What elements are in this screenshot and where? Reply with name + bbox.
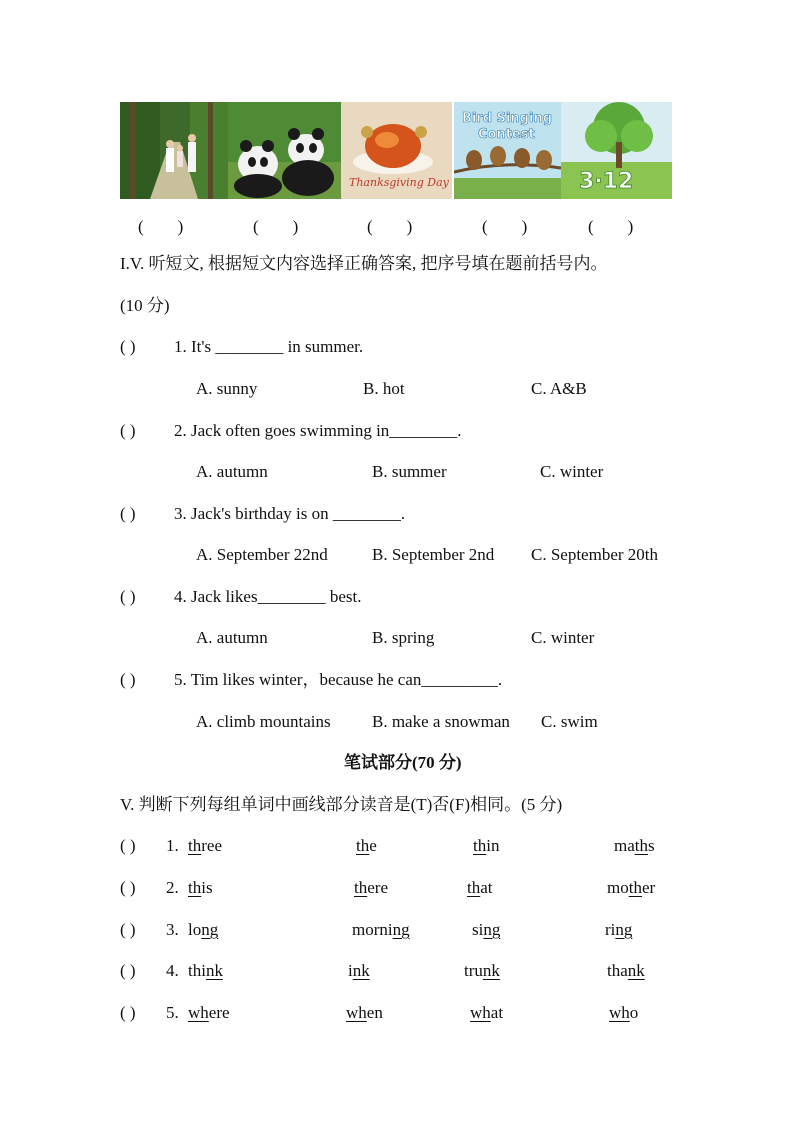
phonics-word — [609, 1003, 638, 1023]
word-part: s — [648, 836, 655, 855]
phonics-word — [473, 836, 499, 856]
question-stem: 2. Jack often goes swimming in________. — [174, 421, 462, 440]
underlined-letters: nk — [627, 961, 645, 980]
phonics-word — [470, 1003, 503, 1023]
phonics-word — [188, 920, 218, 940]
option: C. swim — [541, 712, 598, 731]
option: C. winter — [531, 628, 595, 647]
word-part: is — [201, 878, 213, 897]
option: C. A&B — [531, 379, 587, 398]
svg-text:Thanksgiving Day: Thanksgiving Day — [349, 176, 449, 189]
answer-bracket[interactable]: ( ) — [120, 421, 136, 440]
tree-planting-image — [561, 102, 672, 199]
question-stem: 4. Jack likes________ best. — [174, 587, 362, 606]
word-part: tru — [464, 961, 483, 980]
underlined-letters: wh — [470, 1003, 491, 1022]
phonics-word — [348, 961, 370, 981]
phonics-word — [464, 961, 500, 981]
phonics-word — [354, 878, 388, 898]
underlined-letters: nk — [482, 961, 500, 980]
svg-text:Bird Singing: Bird Singing — [462, 111, 553, 126]
phonics-word — [607, 961, 645, 981]
picture-answer-bracket[interactable]: ( ) — [367, 217, 413, 236]
fill-blank: _________ — [421, 670, 498, 689]
phonics-word — [188, 1003, 230, 1023]
question-stem-text: 5. Tim likes winter，because he can — [174, 670, 422, 689]
option: C. winter — [540, 462, 604, 481]
question-stem-end: . — [497, 670, 503, 689]
underlined-letters: th — [354, 878, 368, 897]
phonics-word — [188, 836, 222, 856]
phonics-word — [605, 920, 632, 940]
answer-bracket[interactable]: ( ) — [120, 670, 136, 689]
item-number: 5. — [166, 1003, 179, 1022]
section4-title: I.V. 听短文, 根据短文内容选择正确答案, 把序号填在题前括号内。 — [120, 254, 608, 273]
option: A. autumn — [196, 628, 268, 647]
question-stem — [174, 670, 502, 690]
phonics-word — [472, 920, 500, 940]
word-part: at — [490, 1003, 504, 1022]
picture-strip — [120, 97, 672, 199]
underlined-letters: ng — [392, 920, 410, 939]
svg-text:3·12: 3·12 — [579, 169, 634, 194]
word-part: i — [348, 961, 353, 980]
answer-bracket[interactable]: ( ) — [120, 337, 136, 356]
underlined-letters: ng — [615, 920, 633, 939]
answer-bracket[interactable]: ( ) — [120, 836, 136, 855]
phonics-word — [188, 961, 223, 981]
underlined-letters: th — [473, 836, 487, 855]
word-part: en — [366, 1003, 383, 1022]
word-part: ree — [201, 836, 222, 855]
item-number: 4. — [166, 961, 179, 980]
underlined-letters: wh — [188, 1003, 209, 1022]
underlined-letters: th — [188, 878, 202, 897]
picture-answer-bracket[interactable]: ( ) — [253, 217, 299, 236]
phonics-word — [188, 878, 213, 898]
underlined-letters: ng — [483, 920, 501, 939]
option: A. autumn — [196, 462, 268, 481]
word-part: ri — [605, 920, 616, 939]
word-part: o — [629, 1003, 639, 1022]
word-part: in — [486, 836, 500, 855]
underlined-letters: th — [188, 836, 202, 855]
svg-text:Contest: Contest — [478, 127, 535, 142]
phonics-word — [614, 836, 655, 856]
panda-image — [228, 102, 341, 199]
answer-bracket[interactable]: ( ) — [120, 878, 136, 897]
picture-answer-bracket[interactable]: ( ) — [588, 217, 634, 236]
item-number: 1. — [166, 836, 179, 855]
word-part: e — [369, 836, 377, 855]
option: C. September 20th — [531, 545, 659, 564]
underlined-letters: th — [628, 878, 642, 897]
answer-bracket[interactable]: ( ) — [120, 961, 136, 980]
phonics-word — [467, 878, 493, 898]
bird-contest-image — [454, 102, 561, 199]
word-part: si — [472, 920, 484, 939]
answer-bracket[interactable]: ( ) — [120, 1003, 136, 1022]
word-part: er — [641, 878, 656, 897]
option: A. climb mountains — [196, 712, 331, 731]
option: A. September 22nd — [196, 545, 328, 564]
underlined-letters: nk — [352, 961, 370, 980]
option: B. September 2nd — [372, 545, 495, 564]
word-part: ma — [614, 836, 635, 855]
phonics-word — [352, 920, 410, 940]
question-stem: 1. It's ________ in summer. — [174, 337, 364, 356]
picture-answer-bracket[interactable]: ( ) — [482, 217, 528, 236]
section5-title: V. 判断下列每组单词中画线部分读音是(T)否(F)相同。(5 分) — [120, 795, 563, 814]
word-part: morni — [352, 920, 393, 939]
underlined-letters: wh — [609, 1003, 630, 1022]
phonics-word — [356, 836, 377, 856]
written-part-title: 笔试部分(70 分) — [344, 753, 462, 772]
thanksgiving-image — [341, 102, 452, 199]
word-part: ere — [367, 878, 388, 897]
word-part: at — [480, 878, 493, 897]
word-part: tha — [607, 961, 628, 980]
phonics-word — [346, 1003, 383, 1023]
word-part: lo — [188, 920, 202, 939]
section4-score: (10 分) — [120, 296, 170, 315]
option: B. hot — [363, 379, 405, 398]
phonics-word — [607, 878, 655, 898]
underlined-letters: nk — [205, 961, 223, 980]
answer-bracket[interactable]: ( ) — [120, 504, 136, 523]
question-stem: 3. Jack's birthday is on ________. — [174, 504, 406, 523]
option: B. summer — [372, 462, 447, 481]
item-number: 2. — [166, 878, 179, 897]
word-part: mo — [607, 878, 629, 897]
underlined-letters: wh — [346, 1003, 367, 1022]
word-part: thi — [188, 961, 206, 980]
item-number: 3. — [166, 920, 179, 939]
option: A. sunny — [196, 379, 258, 398]
answer-bracket[interactable]: ( ) — [120, 587, 136, 606]
word-part: ere — [208, 1003, 230, 1022]
underlined-letters: th — [634, 836, 649, 855]
answer-bracket[interactable]: ( ) — [120, 920, 136, 939]
option: B. spring — [372, 628, 435, 647]
underlined-letters: ng — [201, 920, 219, 939]
picture-answer-bracket[interactable]: ( ) — [138, 217, 184, 236]
family-walk-image — [120, 102, 228, 199]
underlined-letters: th — [356, 836, 370, 855]
underlined-letters: th — [467, 878, 481, 897]
option: B. make a snowman — [372, 712, 510, 731]
